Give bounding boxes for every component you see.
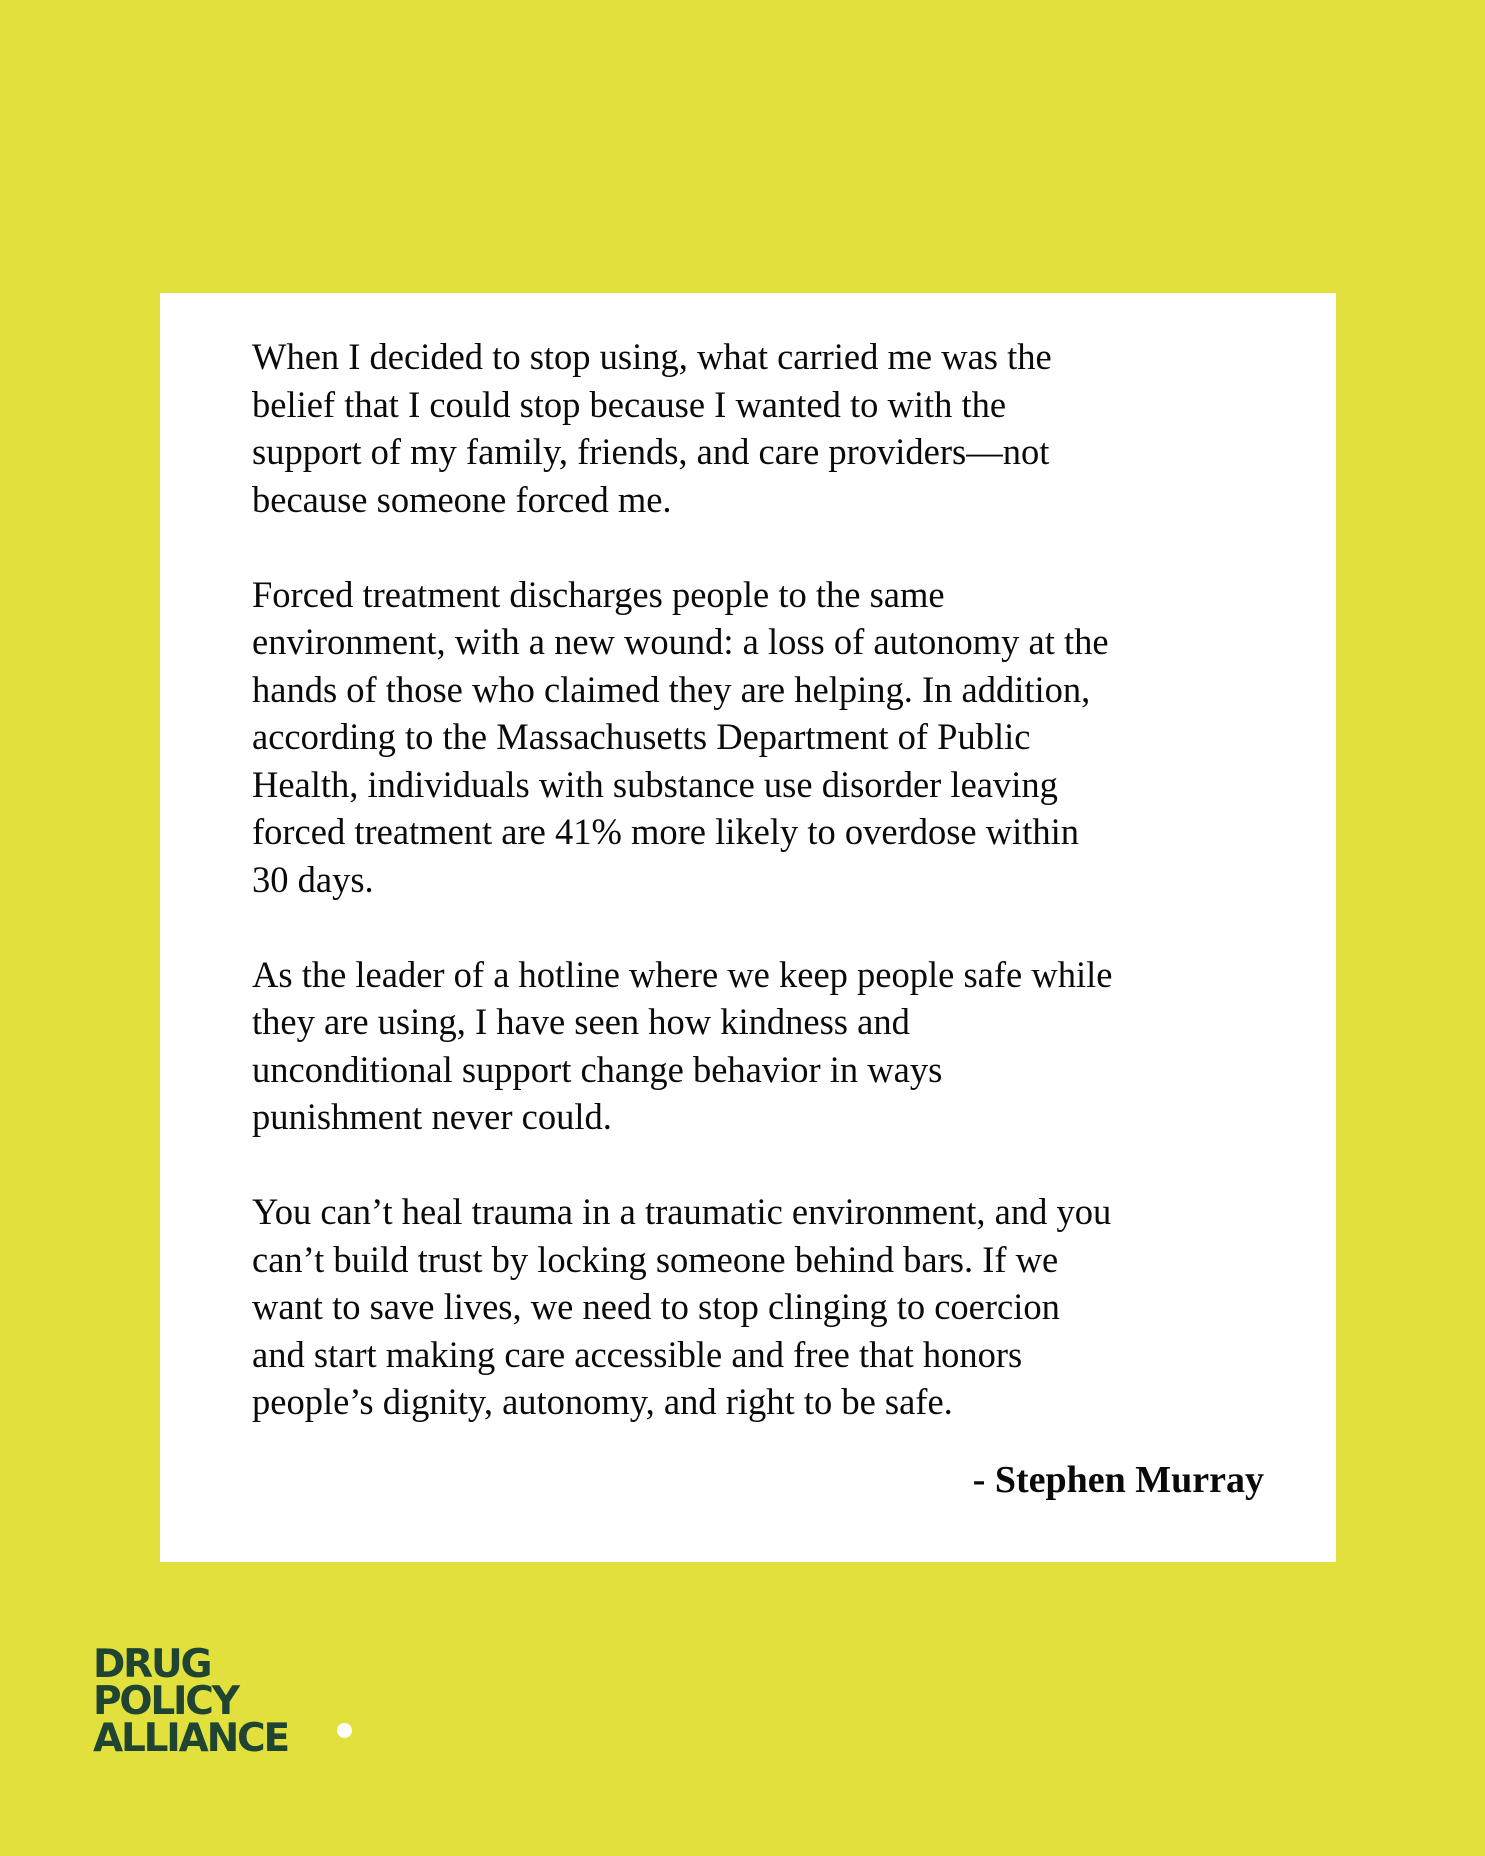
- quote-paragraph-4: You can’t heal trauma in a traumatic environment, and you can’t build trust by locking someone behind bars. If we want to save lives, we need to stop clinging to coercion and start making care accessible and free that honors people’s dignity, autonomy, and right to be safe.: [252, 1191, 1112, 1422]
- quote-body: [252, 333, 1272, 1473]
- quote-attribution: - Stephen Murray: [972, 1459, 1264, 1501]
- quote-paragraph-1: When I decided to stop using, what carried me was the belief that I could stop because I wanted to with the support of my family, friends, and care providers—not because someone forced me.: [252, 336, 1052, 520]
- logo-dot-icon: [337, 1723, 352, 1738]
- quote-card: [160, 293, 1336, 1562]
- quote-paragraph-2: Forced treatment discharges people to the same environment, with a new wound: a loss of autonomy at the hands of those who claimed they are helping. In addition, according to the Massachusetts Department of Public Health, individuals with substance use disorder leaving forced treatment are 41% more likely to overdose within 30 days.: [252, 573, 1109, 900]
- quote-paragraph-3: As the leader of a hotline where we keep people safe while they are using, I have seen how kindness and unconditional support change behavior in ways punishment never could.: [252, 953, 1113, 1137]
- logo-wordmark: DRUG POLICY ALLIANCE: [93, 1642, 288, 1761]
- drug-policy-alliance-logo: [93, 1642, 373, 1761]
